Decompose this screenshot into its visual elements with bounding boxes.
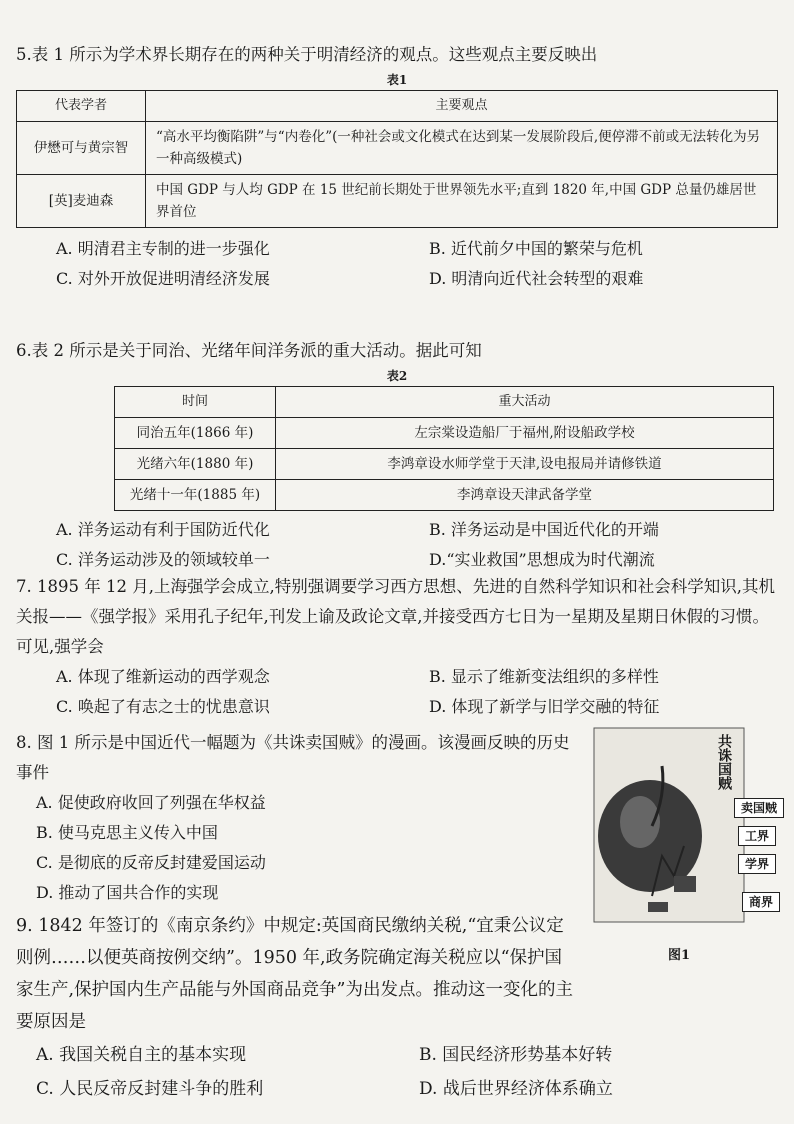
- table-1-caption: 表1: [386, 73, 408, 87]
- option-a[interactable]: A. 明清君主专制的进一步强化: [56, 239, 270, 258]
- table-1-scholar-1: 伊懋可与黄宗智: [17, 122, 146, 175]
- table-2-event-3: 李鸿章设天津武备学堂: [276, 480, 774, 511]
- question-5: [16, 40, 778, 294]
- option-d[interactable]: D. 推动了国共合作的实现: [36, 883, 219, 902]
- option-a[interactable]: A. 洋务运动有利于国防近代化: [56, 520, 270, 539]
- question-5-stem: 5.表 1 所示为学术界长期存在的两种关于明清经济的观点。这些观点主要反映出: [16, 45, 598, 64]
- option-a[interactable]: A. 我国关税自主的基本实现: [36, 1045, 247, 1065]
- question-8-options: [16, 788, 580, 908]
- question-7-stem: 7. 1895 年 12 月,上海强学会成立,特别强调要学习西方思想、先进的自然科学知识和社会科学知识,其机关报——《强学报》采用孔子纪年,刊发上谕及政论文章,并接受西方七日为一星期及星期日休假的习惯。可见,强学会: [16, 577, 775, 656]
- table-1-view-2: 中国 GDP 与人均 GDP 在 15 世纪前长期处于世界领先水平;直到 1820 年,中国 GDP 总量仍雄居世界首位: [146, 175, 778, 228]
- table-1-header-view: 主要观点: [146, 91, 778, 122]
- table-2-header-row: [115, 387, 774, 418]
- figure-1-cartoon: [592, 726, 788, 926]
- table-row: [115, 418, 774, 449]
- figure-1-caption: 图1: [668, 948, 691, 963]
- table-2-time-1: 同治五年(1866 年): [115, 418, 276, 449]
- option-d[interactable]: D. 战后世界经济体系确立: [419, 1079, 613, 1099]
- question-9-stem: 9. 1842 年签订的《南京条约》中规定:英国商民缴纳关税,“宜秉公议定则例……以便英商按例交纳”。1950 年,政务院确定海关税应以“保护国家生产,保护国内生产品能与外国商品竞争”为出发点。推动这一变化的主要原因是: [16, 916, 574, 1032]
- cartoon-title: 共诛国贼: [716, 734, 732, 790]
- question-7-options: [16, 662, 778, 722]
- table-row: [17, 122, 778, 175]
- question-8-stem: 8. 图 1 所示是中国近代一幅题为《共诛卖国贼》的漫画。该漫画反映的历史事件: [16, 733, 570, 782]
- table-2-time-3: 光绪十一年(1885 年): [115, 480, 276, 511]
- table-2-event-2: 李鸿章设水师学堂于天津,设电报局并请修铁道: [276, 449, 774, 480]
- option-b[interactable]: B. 国民经济形势基本好转: [419, 1045, 613, 1065]
- question-8: [16, 728, 580, 908]
- option-c[interactable]: C. 唤起了有志之士的忧患意识: [56, 697, 270, 716]
- table-row: [115, 449, 774, 480]
- option-b[interactable]: B. 近代前夕中国的繁荣与危机: [429, 239, 643, 258]
- question-6: [16, 336, 778, 575]
- table-1-header-row: [17, 91, 778, 122]
- option-d[interactable]: D.“实业救国”思想成为时代潮流: [429, 550, 655, 569]
- table-1: [16, 90, 778, 228]
- table-1-view-1: “高水平均衡陷阱”与“内卷化”(一种社会或文化模式在达到某一发展阶段后,便停滞不前或无法转化为另一种高级模式): [146, 122, 778, 175]
- option-c[interactable]: C. 是彻底的反帝反封建爱国运动: [36, 853, 266, 872]
- table-1-header-scholar: 代表学者: [17, 91, 146, 122]
- question-5-options: [16, 234, 778, 294]
- table-2-time-2: 光绪六年(1880 年): [115, 449, 276, 480]
- option-d[interactable]: D. 明清向近代社会转型的艰难: [429, 269, 644, 288]
- option-a[interactable]: A. 促使政府收回了列强在华权益: [36, 793, 266, 812]
- question-9-options: [16, 1038, 778, 1106]
- label-traitor: 卖国贼: [734, 798, 784, 818]
- option-c[interactable]: C. 人民反帝反封建斗争的胜利: [36, 1079, 264, 1099]
- table-2-header-time: 时间: [115, 387, 276, 418]
- table-2: [114, 386, 774, 511]
- question-6-options: [16, 515, 778, 575]
- label-workers: 工界: [738, 826, 776, 846]
- table-2-caption: 表2: [386, 369, 408, 383]
- option-d[interactable]: D. 体现了新学与旧学交融的特征: [429, 697, 660, 716]
- table-row: [17, 175, 778, 228]
- table-2-header-event: 重大活动: [276, 387, 774, 418]
- option-b[interactable]: B. 显示了维新变法组织的多样性: [429, 667, 659, 686]
- table-row: [115, 480, 774, 511]
- label-students: 学界: [738, 854, 776, 874]
- question-7: [16, 572, 778, 722]
- option-b[interactable]: B. 使马克思主义传入中国: [36, 823, 218, 842]
- table-1-scholar-2: [英]麦迪森: [17, 175, 146, 228]
- label-merchants: 商界: [742, 892, 780, 912]
- question-6-stem: 6.表 2 所示是关于同治、光绪年间洋务派的重大活动。据此可知: [16, 341, 482, 360]
- option-a[interactable]: A. 体现了维新运动的西学观念: [56, 667, 270, 686]
- option-c[interactable]: C. 对外开放促进明清经济发展: [56, 269, 270, 288]
- option-c[interactable]: C. 洋务运动涉及的领域较单一: [56, 550, 270, 569]
- option-b[interactable]: B. 洋务运动是中国近代化的开端: [429, 520, 659, 539]
- table-2-event-1: 左宗棠设造船厂于福州,附设船政学校: [276, 418, 774, 449]
- question-9: [16, 910, 778, 1106]
